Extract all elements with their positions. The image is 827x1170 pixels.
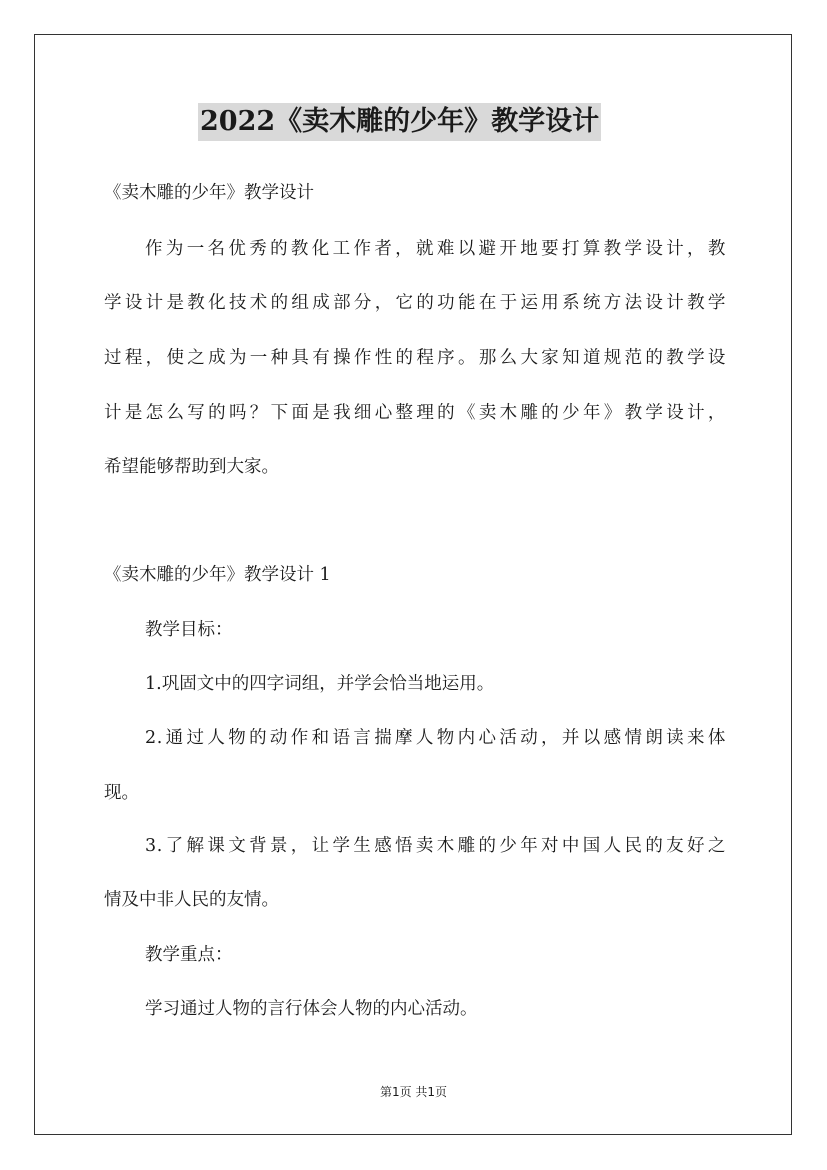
- list-item: 1.巩固文中的四字词组，并学会恰当地运用。: [145, 674, 495, 694]
- paragraph-line: 希望能够帮助到大家。: [104, 457, 279, 477]
- paragraph-line: 过程，使之成为一种具有操作性的程序。那么大家知道规范的教学设: [104, 348, 726, 368]
- paragraph-line: 学设计是教化技术的组成部分，它的功能在于运用系统方法设计教学: [104, 293, 726, 313]
- paragraph-line: 作为一名优秀的教化工作者，就难以避开地要打算教学设计，教: [145, 239, 726, 259]
- list-item-continuation: 情及中非人民的友情。: [104, 890, 279, 910]
- paragraph-line: 计是怎么写的吗？下面是我细心整理的《卖木雕的少年》教学设计，: [104, 403, 726, 423]
- page-footer: 第1页 共1页: [379, 1085, 448, 1099]
- subtitle-line: 《卖木雕的少年》教学设计: [104, 183, 314, 203]
- list-item-continuation: 现。: [104, 783, 139, 803]
- list-item: 3.了解课文背景，让学生感悟卖木雕的少年对中国人民的友好之: [145, 836, 726, 856]
- section-heading: 《卖木雕的少年》教学设计 1: [104, 565, 331, 585]
- section-label: 教学重点：: [145, 945, 233, 965]
- paragraph-line: 学习通过人物的言行体会人物的内心活动。: [145, 999, 478, 1019]
- list-item: 2.通过人物的动作和语言揣摩人物内心活动，并以感情朗读来体: [145, 728, 726, 748]
- section-label: 教学目标：: [145, 620, 233, 640]
- document-title: 2022《卖木雕的少年》教学设计: [198, 103, 601, 141]
